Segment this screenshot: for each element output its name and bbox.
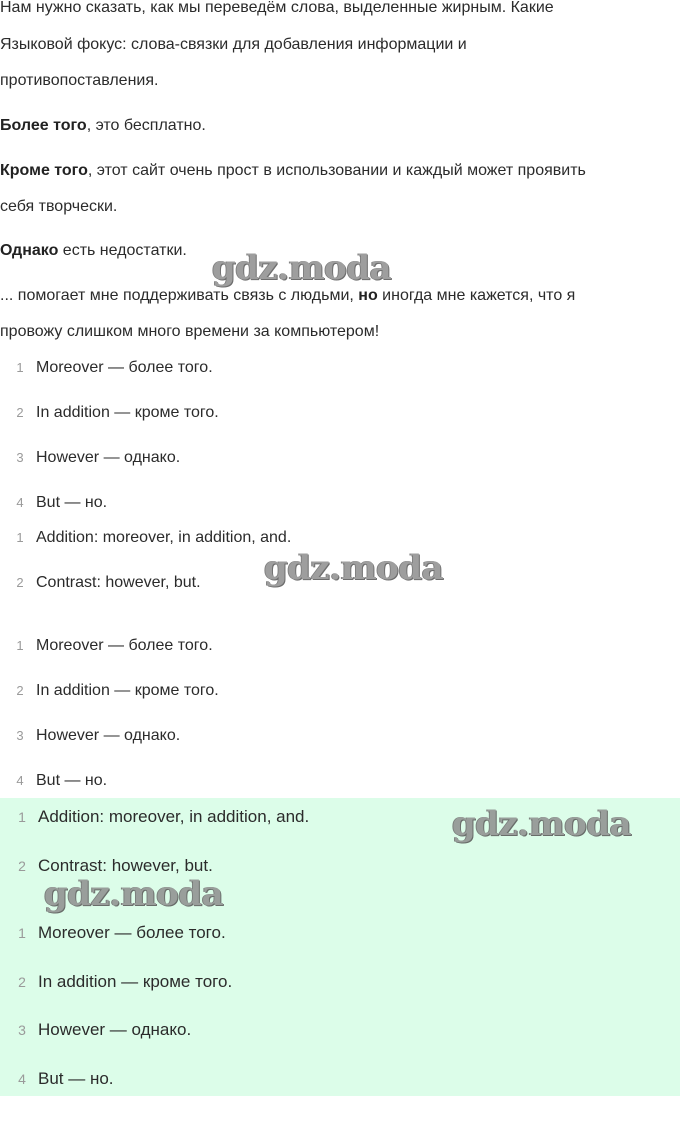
list-number: 1: [16, 530, 24, 545]
list-item: However — однако.: [36, 449, 181, 466]
list-item: However — однако.: [36, 727, 181, 744]
example-text: ... помогает мне поддерживать связь с людьми,: [0, 287, 359, 304]
list-number: 4: [16, 773, 24, 788]
example-text: , этот сайт очень прост в использовании и каждый может проявить: [87, 162, 586, 179]
bold-phrase: Кроме того: [0, 162, 88, 179]
list-item: In addition — кроме того.: [36, 404, 219, 421]
list-number: 2: [16, 683, 24, 698]
example-paragraph-4-line-2: провожу слишком много времени за компьютером!: [0, 323, 380, 340]
bold-phrase: Однако: [0, 242, 59, 259]
example-paragraph-2: [0, 153, 680, 189]
list-item: Addition: moreover, in addition, and.: [36, 529, 292, 546]
list-number: 3: [16, 728, 24, 743]
watermark-logo: gdz.moda: [44, 874, 224, 914]
example-text: , это бесплатно.: [86, 117, 206, 134]
list-number: 3: [16, 450, 24, 465]
list-number: 2: [18, 974, 26, 990]
example-paragraph-2-line-2: себя творчески.: [0, 198, 118, 215]
list-number: 2: [16, 575, 24, 590]
list-item: But — но.: [38, 1069, 114, 1088]
list-item: In addition — кроме того.: [38, 972, 233, 991]
list-item: But — но.: [36, 494, 108, 511]
intro-line-2: Языковой фокус: слова-связки для добавления информации и: [0, 36, 467, 53]
watermark-logo: gdz.moda: [264, 548, 444, 588]
example-paragraph-1: [0, 108, 680, 144]
list-number: 2: [18, 858, 26, 874]
list-item: In addition — кроме того.: [36, 682, 219, 699]
list-item: Moreover — более того.: [36, 359, 213, 376]
list-item: Contrast: however, but.: [36, 574, 201, 591]
list-number: 1: [16, 360, 24, 375]
watermark-logo: gdz.moda: [212, 248, 392, 288]
list-item: Moreover — более того.: [38, 923, 226, 942]
list-number: 1: [18, 925, 26, 941]
list-item: Moreover — более того.: [36, 637, 213, 654]
bold-phrase: но: [358, 287, 378, 304]
list-number: 3: [18, 1022, 26, 1038]
list-item: Contrast: however, but.: [38, 856, 213, 875]
list-number: 4: [16, 495, 24, 510]
example-text: иногда мне кажется, что я: [377, 287, 576, 304]
list-item: Addition: moreover, in addition, and.: [38, 807, 310, 826]
intro-line-1: Нам нужно сказать, как мы переведём слова, выделенные жирным. Какие: [0, 0, 554, 16]
list-item: But — но.: [36, 772, 108, 789]
watermark-logo: gdz.moda: [452, 804, 632, 844]
intro-line-3: противопоставления.: [0, 72, 159, 89]
list-number: 4: [18, 1071, 26, 1087]
list-number: 1: [18, 809, 26, 825]
bold-phrase: Более того: [0, 117, 87, 134]
list-number: 2: [16, 405, 24, 420]
example-text: есть недостатки.: [58, 242, 187, 259]
list-item: However — однако.: [38, 1020, 192, 1039]
list-number: 1: [16, 638, 24, 653]
